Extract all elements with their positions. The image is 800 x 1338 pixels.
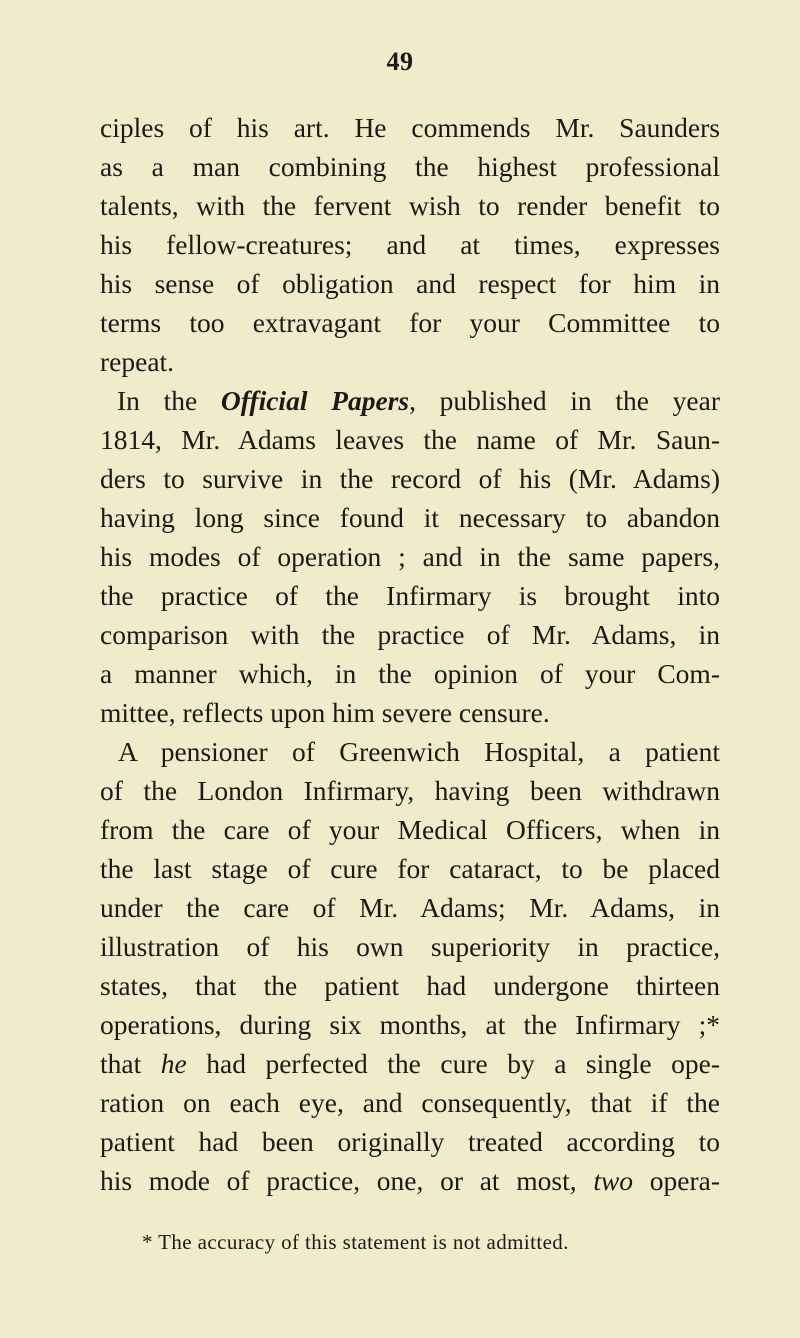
text-span: his mode of practice, one, or at most, xyxy=(100,1165,577,1196)
text-span: , published in the year xyxy=(409,385,720,416)
text-line: his fellow-creatures; and at times, expresses xyxy=(100,229,720,260)
text-line: talents, with the fervent wish to render benefit to xyxy=(100,190,720,221)
page-number: 49 xyxy=(386,47,414,76)
text-line: under the care of Mr. Adams; Mr. Adams, in xyxy=(100,892,720,923)
text-line: patient had been originally treated according to xyxy=(100,1126,720,1157)
text-line: ciples of his art. He commends Mr. Saunders xyxy=(100,112,720,143)
text-line: illustration of his own superiority in practice, xyxy=(100,931,720,962)
text-line: from the care of your Medical Officers, when in xyxy=(100,814,720,845)
text-line xyxy=(100,1045,720,1083)
italic-word: he xyxy=(160,1048,187,1079)
text-line: ders to survive in the record of his (Mr. Adams) xyxy=(100,463,720,494)
text-span: In the xyxy=(117,385,198,416)
text-line: terms too extravagant for your Committee to xyxy=(100,307,720,338)
text-line: the practice of the Infirmary is brought into xyxy=(100,580,720,611)
text-line xyxy=(100,1162,720,1200)
text-line: a manner which, in the opinion of your Com- xyxy=(100,658,720,689)
text-line xyxy=(117,382,720,420)
text-line: A pensioner of Greenwich Hospital, a patient xyxy=(118,736,720,767)
text-span: that xyxy=(100,1048,142,1079)
text-line: having long since found it necessary to abandon xyxy=(100,502,720,533)
text-line: repeat. xyxy=(100,346,175,377)
italic-title: Official Papers xyxy=(220,385,410,416)
text-line: ration on each eye, and consequently, that if the xyxy=(100,1087,720,1118)
text-span: had perfected the cure by a single ope- xyxy=(206,1048,720,1079)
text-line: mittee, reflects upon him severe censure. xyxy=(100,697,550,728)
text-line: operations, during six months, at the Infirmary ;* xyxy=(100,1009,720,1040)
text-line: his sense of obligation and respect for him in xyxy=(100,268,720,299)
text-span: opera- xyxy=(649,1165,721,1196)
text-line: states, that the patient had undergone thirteen xyxy=(100,970,720,1001)
footnote: * The accuracy of this statement is not admitted. xyxy=(142,1230,569,1254)
text-line: as a man combining the highest professional xyxy=(100,151,720,182)
text-line: comparison with the practice of Mr. Adams, in xyxy=(100,619,720,650)
italic-word: two xyxy=(593,1165,634,1196)
text-line: 1814, Mr. Adams leaves the name of Mr. Saun- xyxy=(100,424,720,455)
text-line: his modes of operation ; and in the same papers, xyxy=(100,541,720,572)
text-line: the last stage of cure for cataract, to be placed xyxy=(100,853,720,884)
text-line: of the London Infirmary, having been withdrawn xyxy=(100,775,720,806)
